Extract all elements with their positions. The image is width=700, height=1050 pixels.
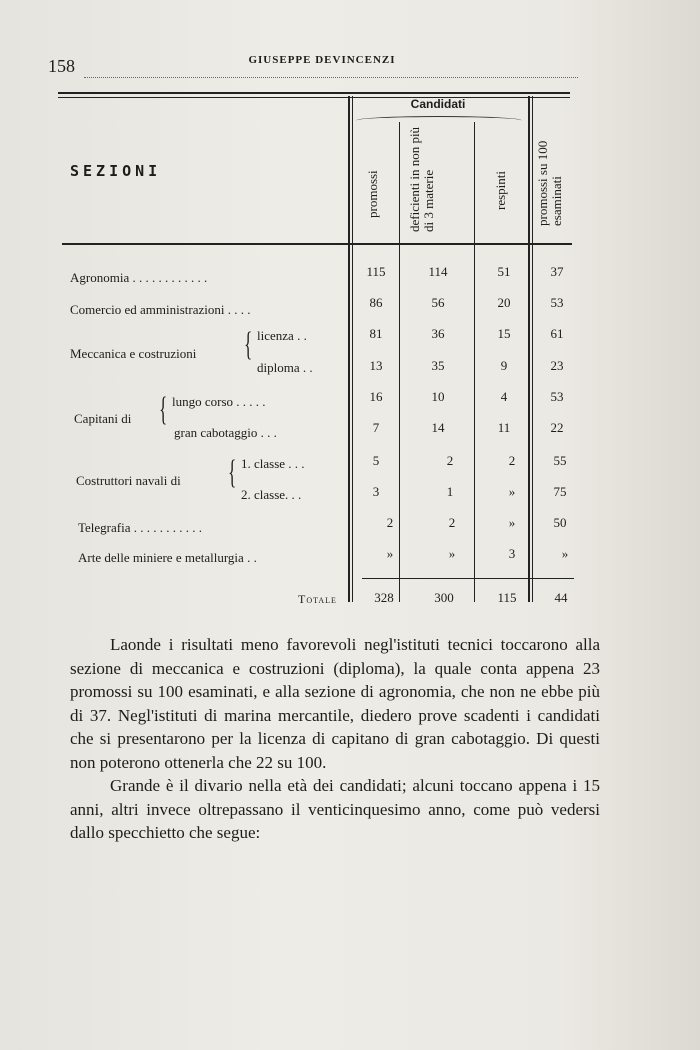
table-cell: 61 [550,326,564,341]
table-cell: » [508,484,516,499]
table-cell: 115 [366,264,386,279]
running-head: GIUSEPPE DEVINCENZI [248,54,396,66]
table-cell: » [561,546,569,561]
table-cell: » [386,546,394,561]
table-cell: 86 [369,295,383,310]
col-header-respinti: respinti [493,171,508,210]
table-cell: 15 [497,326,511,341]
table-cell: 53 [550,295,564,310]
total-cell: 115 [497,590,517,605]
table-cell: 4 [500,389,508,404]
table-cell: 81 [369,326,383,341]
table-cell: 51 [497,264,511,279]
table-cell: 16 [369,389,383,404]
header-rule [84,77,578,78]
table-cell: 2 [508,453,516,468]
brace-capitani: { [159,391,168,428]
table-cell: 37 [550,264,564,279]
col-header-deficienti: deficienti in non più di 3 materie [407,126,436,232]
totals-rule [362,578,574,579]
table-cell: 2 [386,515,394,530]
table-cell: 36 [431,326,445,341]
brace-meccanica: { [244,326,253,363]
table-cell: » [508,515,516,530]
paragraph: Laonde i risultati meno favorevoli negl'istituti tecnici toccarono alla sezione di meccanica e costruzioni (diploma), la quale conta appena 23 promossi su 100 esaminati, e alla sezione di agronomia, che non ne ebbe più di 37. Negl'istituti di marina mercantile, diedero prove scadenti i candidati che si presentarono per la licenza di capitano di gran cabotaggio. Di questi non poterono ottenerla che 22 su 100. [70,635,600,772]
total-cell: 328 [374,590,394,605]
table-cell: 3 [372,484,380,499]
table-top-rule [58,92,570,94]
table-cell: 55 [553,453,567,468]
row-label-telegrafia: Telegrafia . . . . . . . . . . . [78,520,202,535]
brace-costruttori: { [228,454,237,491]
row-label-capitani: Capitani di [74,411,132,426]
table-cell: 14 [431,420,445,435]
sub-label-lungo-corso: lungo corso . . . . . [172,394,266,409]
table-cell: 75 [553,484,567,499]
candidates-group-title: Candidati [410,97,466,111]
table-cell: » [448,546,456,561]
total-cell: 44 [554,590,568,605]
totals-label: Totale [298,592,337,606]
table-cell: 10 [431,389,445,404]
sub-label-1-classe: 1. classe . . . [241,456,305,471]
col-divider-1 [348,96,350,602]
sub-label-2-classe: 2. classe. . . [241,487,302,502]
table-cell: 9 [500,358,508,373]
col-divider-3 [474,122,475,602]
table-cell: 7 [372,420,380,435]
row-label-agronomia: Agronomia . . . . . . . . . . . . [70,270,208,285]
table-cell: 20 [497,295,511,310]
table-cell: 23 [550,358,564,373]
table-cell: 2 [446,453,454,468]
table-cell: 53 [550,389,564,404]
table-cell: 11 [497,420,511,435]
table-cell: 2 [448,515,456,530]
row-label-meccanica: Meccanica e costruzioni [70,346,197,361]
table-cell: 13 [369,358,383,373]
col-header-promossi: promossi [365,170,380,218]
table-cell: 50 [553,515,567,530]
row-label-miniere: Arte delle miniere e metallurgia . . [78,550,257,565]
page-number: 158 [48,56,75,76]
table-header-bottom-rule [62,243,572,245]
row-label-comercio: Comercio ed amministrazioni . . . . [70,302,251,317]
table-cell: 3 [508,546,516,561]
sub-label-licenza: licenza . . [257,328,307,343]
table-cell: 22 [550,420,564,435]
group-brace [356,116,522,125]
table-cell: 1 [446,484,454,499]
paragraph: Grande è il divario nella età dei candidati; alcuni toccano appena i 15 anni, altri invece oltrepassano il venticinquesimo anno, come può vedersi dallo specchietto che segue: [70,776,600,842]
sub-label-diploma: diploma . . [257,360,313,375]
table-cell: 5 [372,453,380,468]
sections-title: SEZIONI [70,162,162,180]
col-header-promossi-su-100: promossi su 100 esaminati [535,140,564,226]
table-cell: 114 [428,264,448,279]
body-text [70,633,600,845]
row-label-costruttori: Costruttori navali di [76,473,181,488]
col-divider-1b [352,96,353,602]
page-header [48,50,576,80]
table-cell: 35 [431,358,445,373]
table-cell: 56 [431,295,445,310]
col-divider-4b [532,96,533,602]
total-cell: 300 [434,590,454,605]
sub-label-gran-cabotaggio: gran cabotaggio . . . [174,425,277,440]
